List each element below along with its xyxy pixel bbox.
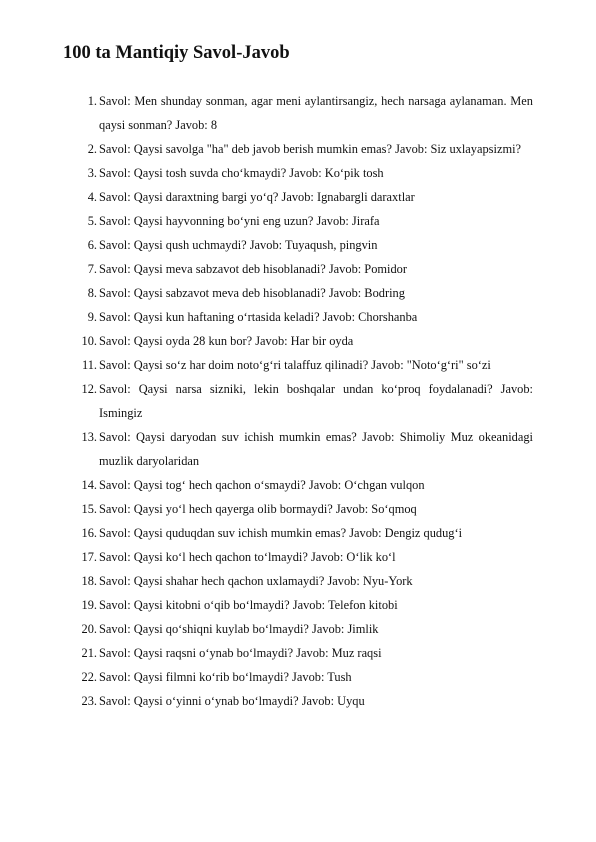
list-item: [63, 665, 533, 689]
list-item: [63, 257, 533, 281]
list-item: [63, 689, 533, 713]
list-item: [63, 617, 533, 641]
list-item: [63, 89, 533, 137]
list-item: [63, 569, 533, 593]
list-item-number: 4.: [87, 190, 97, 204]
list-item: [63, 329, 533, 353]
list-item: [63, 161, 533, 185]
list-item-text: Savol: Qaysi qo‘shiqni kuylab bo‘lmaydi? Javob: Jimlik: [99, 622, 379, 636]
question-answer-list: [63, 89, 533, 713]
list-item-text: Savol: Qaysi raqsni o‘ynab bo‘lmaydi? Javob: Muz raqsi: [99, 646, 382, 660]
list-item: [63, 185, 533, 209]
list-item-number: 8.: [87, 286, 97, 300]
list-item: [63, 521, 533, 545]
list-item-number: 17.: [81, 550, 97, 564]
list-item: [63, 281, 533, 305]
list-item: [63, 377, 533, 425]
list-item-number: 22.: [81, 670, 97, 684]
list-item-number: 7.: [87, 262, 97, 276]
list-item-text: Savol: Qaysi meva sabzavot deb hisoblanadi? Javob: Pomidor: [99, 262, 407, 276]
list-item-text: Savol: Qaysi daraxtning bargi yo‘q? Javob: Ignabargli daraxtlar: [99, 190, 415, 204]
list-item-number: 11.: [81, 358, 97, 372]
list-item-number: 2.: [87, 142, 97, 156]
list-item-text: Savol: Qaysi qush uchmaydi? Javob: Tuyaqush, pingvin: [99, 238, 378, 252]
list-item: [63, 233, 533, 257]
list-item-number: 19.: [81, 598, 97, 612]
list-item-text: Savol: Qaysi tosh suvda cho‘kmaydi? Javob: Ko‘pik tosh: [99, 166, 384, 180]
list-item-text: Savol: Qaysi o‘yinni o‘ynab bo‘lmaydi? Javob: Uyqu: [99, 694, 365, 708]
list-item: [63, 641, 533, 665]
list-item: [63, 353, 533, 377]
list-item-number: 12.: [81, 382, 97, 396]
list-item-text: Savol: Qaysi oyda 28 kun bor? Javob: Har bir oyda: [99, 334, 354, 348]
list-item-number: 16.: [81, 526, 97, 540]
list-item-number: 20.: [81, 622, 97, 636]
list-item-text: Savol: Qaysi narsa sizniki, lekin boshqalar undan ko‘proq foydalanadi? Javob: Ismingiz: [99, 382, 533, 420]
list-item-number: 3.: [87, 166, 97, 180]
list-item-text: Savol: Qaysi ko‘l hech qachon to‘lmaydi? Javob: O‘lik ko‘l: [99, 550, 396, 564]
list-item: [63, 497, 533, 521]
list-item-text: Savol: Qaysi hayvonning bo‘yni eng uzun? Javob: Jirafa: [99, 214, 380, 228]
list-item-text: Savol: Qaysi so‘z har doim noto‘g‘ri talaffuz qilinadi? Javob: "Noto‘g‘ri" so‘zi: [99, 358, 491, 372]
list-item-text: Savol: Qaysi kun haftaning o‘rtasida keladi? Javob: Chorshanba: [99, 310, 418, 324]
list-item-number: 10.: [81, 334, 97, 348]
list-item-number: 5.: [87, 214, 97, 228]
list-item-number: 9.: [87, 310, 97, 324]
list-item-number: 18.: [81, 574, 97, 588]
list-item: [63, 593, 533, 617]
list-item-text: Savol: Qaysi savolga "ha" deb javob berish mumkin emas? Javob: Siz uxlayapsizmi?: [99, 142, 522, 156]
list-item-text: Savol: Qaysi kitobni o‘qib bo‘lmaydi? Javob: Telefon kitobi: [99, 598, 398, 612]
list-item-text: Savol: Qaysi daryodan suv ichish mumkin emas? Javob: Shimoliy Muz okeanidagi muzlik daryolaridan: [99, 430, 533, 468]
list-item-text: Savol: Qaysi yo‘l hech qayerga olib bormaydi? Javob: So‘qmoq: [99, 502, 417, 516]
list-item-text: Savol: Qaysi shahar hech qachon uxlamaydi? Javob: Nyu-York: [99, 574, 413, 588]
list-item-number: 23.: [81, 694, 97, 708]
list-item: [63, 473, 533, 497]
list-item: [63, 425, 533, 473]
list-item-text: Savol: Qaysi tog‘ hech qachon o‘smaydi? Javob: O‘chgan vulqon: [99, 478, 425, 492]
list-item-number: 21.: [81, 646, 97, 660]
list-item: [63, 209, 533, 233]
list-item-number: 15.: [81, 502, 97, 516]
list-item: [63, 545, 533, 569]
list-item-number: 6.: [87, 238, 97, 252]
list-item-number: 13.: [81, 430, 97, 444]
list-item-text: Savol: Men shunday sonman, agar meni aylantirsangiz, hech narsaga aylanaman. Men qaysi sonman? Javob: 8: [99, 94, 533, 132]
list-item-number: 1.: [87, 94, 97, 108]
list-item-number: 14.: [81, 478, 97, 492]
list-item-text: Savol: Qaysi quduqdan suv ichish mumkin emas? Javob: Dengiz qudug‘i: [99, 526, 463, 540]
document-title: 100 ta Mantiqiy Savol-Javob: [63, 43, 290, 63]
list-item: [63, 305, 533, 329]
list-item: [63, 137, 533, 161]
list-item-text: Savol: Qaysi filmni ko‘rib bo‘lmaydi? Javob: Tush: [99, 670, 352, 684]
list-item-text: Savol: Qaysi sabzavot meva deb hisoblanadi? Javob: Bodring: [99, 286, 405, 300]
